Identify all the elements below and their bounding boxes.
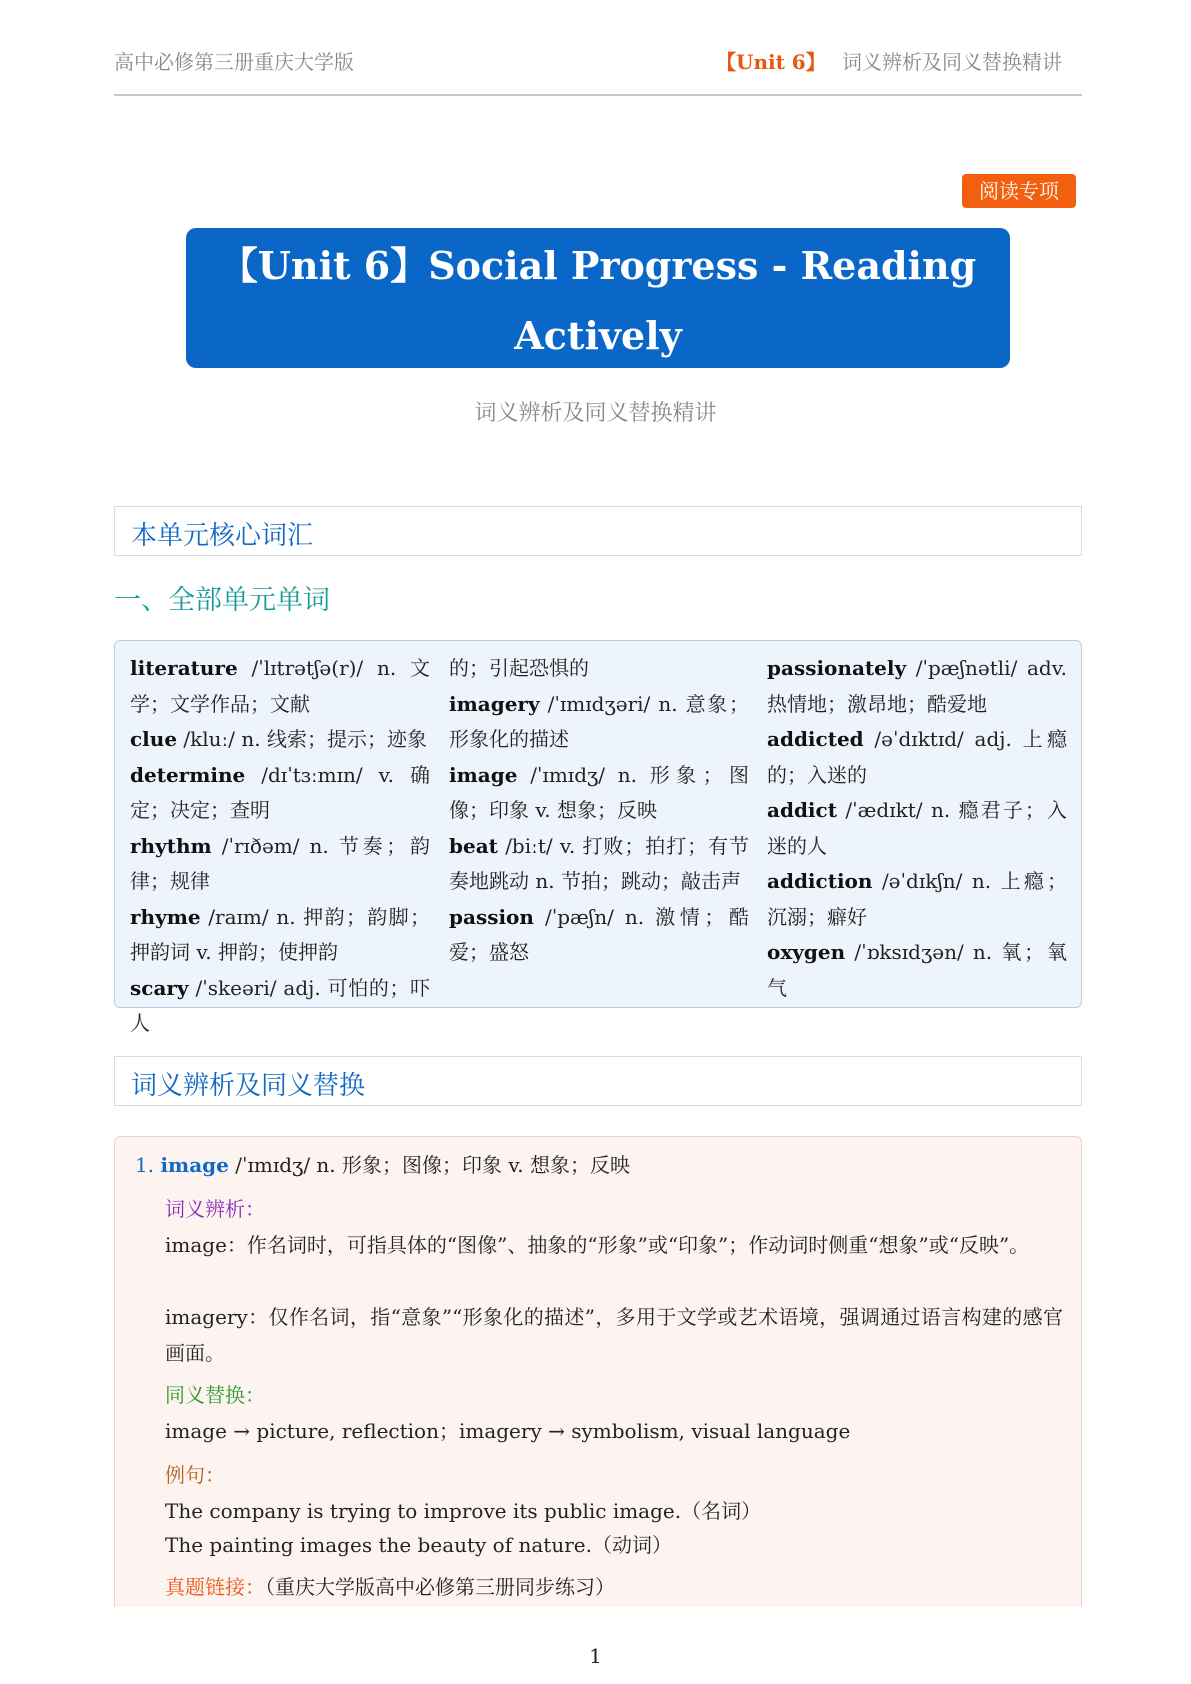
page-number: 1 — [589, 1644, 602, 1668]
vocab-item: rhythm /ˈrɪðəm/ n. 节奏；韵律；规律 — [130, 833, 430, 893]
vocab-continuation: 的；引起恐惧的 — [449, 656, 589, 680]
example-sentence-1: The company is trying to improve its public image.（名词） — [165, 1499, 762, 1523]
vocab-item: passion /ˈpæʃn/ n. 激情；酷爱；盛怒 — [449, 904, 749, 964]
label-analysis: 词义辨析： — [165, 1197, 265, 1221]
section-title: 本单元核心词汇 — [131, 521, 314, 551]
vocab-item: determine /dɪˈtɜːmɪn/ v. 确定；决定；查明 — [130, 762, 430, 822]
title-banner — [186, 228, 1010, 368]
vocab-item: rhyme /raɪm/ n. 押韵；韵脚；押韵词 v. 押韵；使押韵 — [130, 904, 430, 964]
vocab-item: addiction /əˈdɪkʃn/ n. 上瘾；沉溺；癖好 — [767, 869, 1067, 929]
label-example: 例句： — [165, 1463, 225, 1487]
vocab-column-2 — [449, 651, 749, 971]
exam-link — [165, 1571, 615, 1600]
header-unit-label: 【Unit 6】 — [716, 50, 826, 74]
reading-badge: 阅读专项 — [962, 174, 1076, 208]
section-header-core-vocab — [114, 506, 1082, 556]
header-divider — [114, 94, 1082, 96]
vocab-item: addicted /əˈdɪktɪd/ adj. 上瘾的；入迷的 — [767, 727, 1067, 787]
vocab-column-3 — [767, 651, 1067, 1006]
vocab-box — [114, 640, 1082, 1035]
entry-number: 1. — [135, 1153, 155, 1177]
entry-card-image — [114, 1136, 1082, 1607]
synonym-text: image → picture, reflection；imagery → symbolism, visual language — [165, 1419, 851, 1443]
entry-heading — [135, 1149, 630, 1178]
exam-link-source: （重庆大学版高中必修第三册同步练习） — [265, 1575, 615, 1599]
subheading-all-words: 一、全部单元单词 — [114, 585, 330, 616]
vocab-item: addict /ˈædɪkt/ n. 瘾君子；入迷的人 — [767, 798, 1067, 858]
vocab-item: image /ˈɪmɪdʒ/ n. 形象；图像；印象 v. 想象；反映 — [449, 762, 749, 822]
analysis-imagery: imagery：仅作名词，指“意象”“形象化的描述”，多用于文学或艺术语境，强调通过语言构建的感官画面。 — [165, 1305, 1063, 1365]
header-book-title: 高中必修第三册重庆大学版 — [114, 50, 354, 74]
section-title: 词义辨析及同义替换 — [131, 1071, 366, 1101]
vocab-item: literature /ˈlɪtrətʃə(r)/ n. 文学；文学作品；文献 — [130, 656, 430, 716]
title-line-2: Actively — [514, 313, 682, 358]
example-sentence-2: The painting images the beauty of nature.（动词） — [165, 1533, 672, 1557]
analysis-image: image：作名词时，可指具体的“图像”、抽象的“形象”或“印象”；作动词时侧重“想象”或“反映”。 — [165, 1233, 1030, 1257]
vocab-item: passionately /ˈpæʃnətli/ adv. 热情地；激昂地；酷爱地 — [767, 656, 1067, 716]
vocab-item: clue /kluː/ n. 线索；提示；迹象 — [130, 727, 427, 751]
vocab-item: oxygen /ˈɒksɪdʒən/ n. 氧；氧气 — [767, 940, 1067, 1000]
vocab-item: scary /ˈskeəri/ adj. 可怕的；吓人 — [130, 975, 430, 1035]
title-line-1: 【Unit 6】Social Progress - Reading — [219, 243, 977, 288]
header-topic: 词义辨析及同义替换精讲 — [842, 50, 1062, 74]
label-synonym: 同义替换： — [165, 1383, 265, 1407]
page-subtitle: 词义辨析及同义替换精讲 — [474, 401, 717, 426]
entry-word: image — [160, 1153, 229, 1177]
vocab-item: imagery /ˈɪmɪdʒəri/ n. 意象；形象化的描述 — [449, 691, 749, 751]
vocab-item: beat /biːt/ v. 打败；拍打；有节奏地跳动 n. 节拍；跳动；敲击声 — [449, 833, 749, 893]
entry-definition: /ˈɪmɪdʒ/ n. 形象；图像；印象 v. 想象；反映 — [228, 1153, 631, 1177]
vocab-column-1 — [130, 651, 430, 1042]
section-header-analysis — [114, 1056, 1082, 1106]
label-exam-link: 真题链接： — [165, 1575, 265, 1599]
